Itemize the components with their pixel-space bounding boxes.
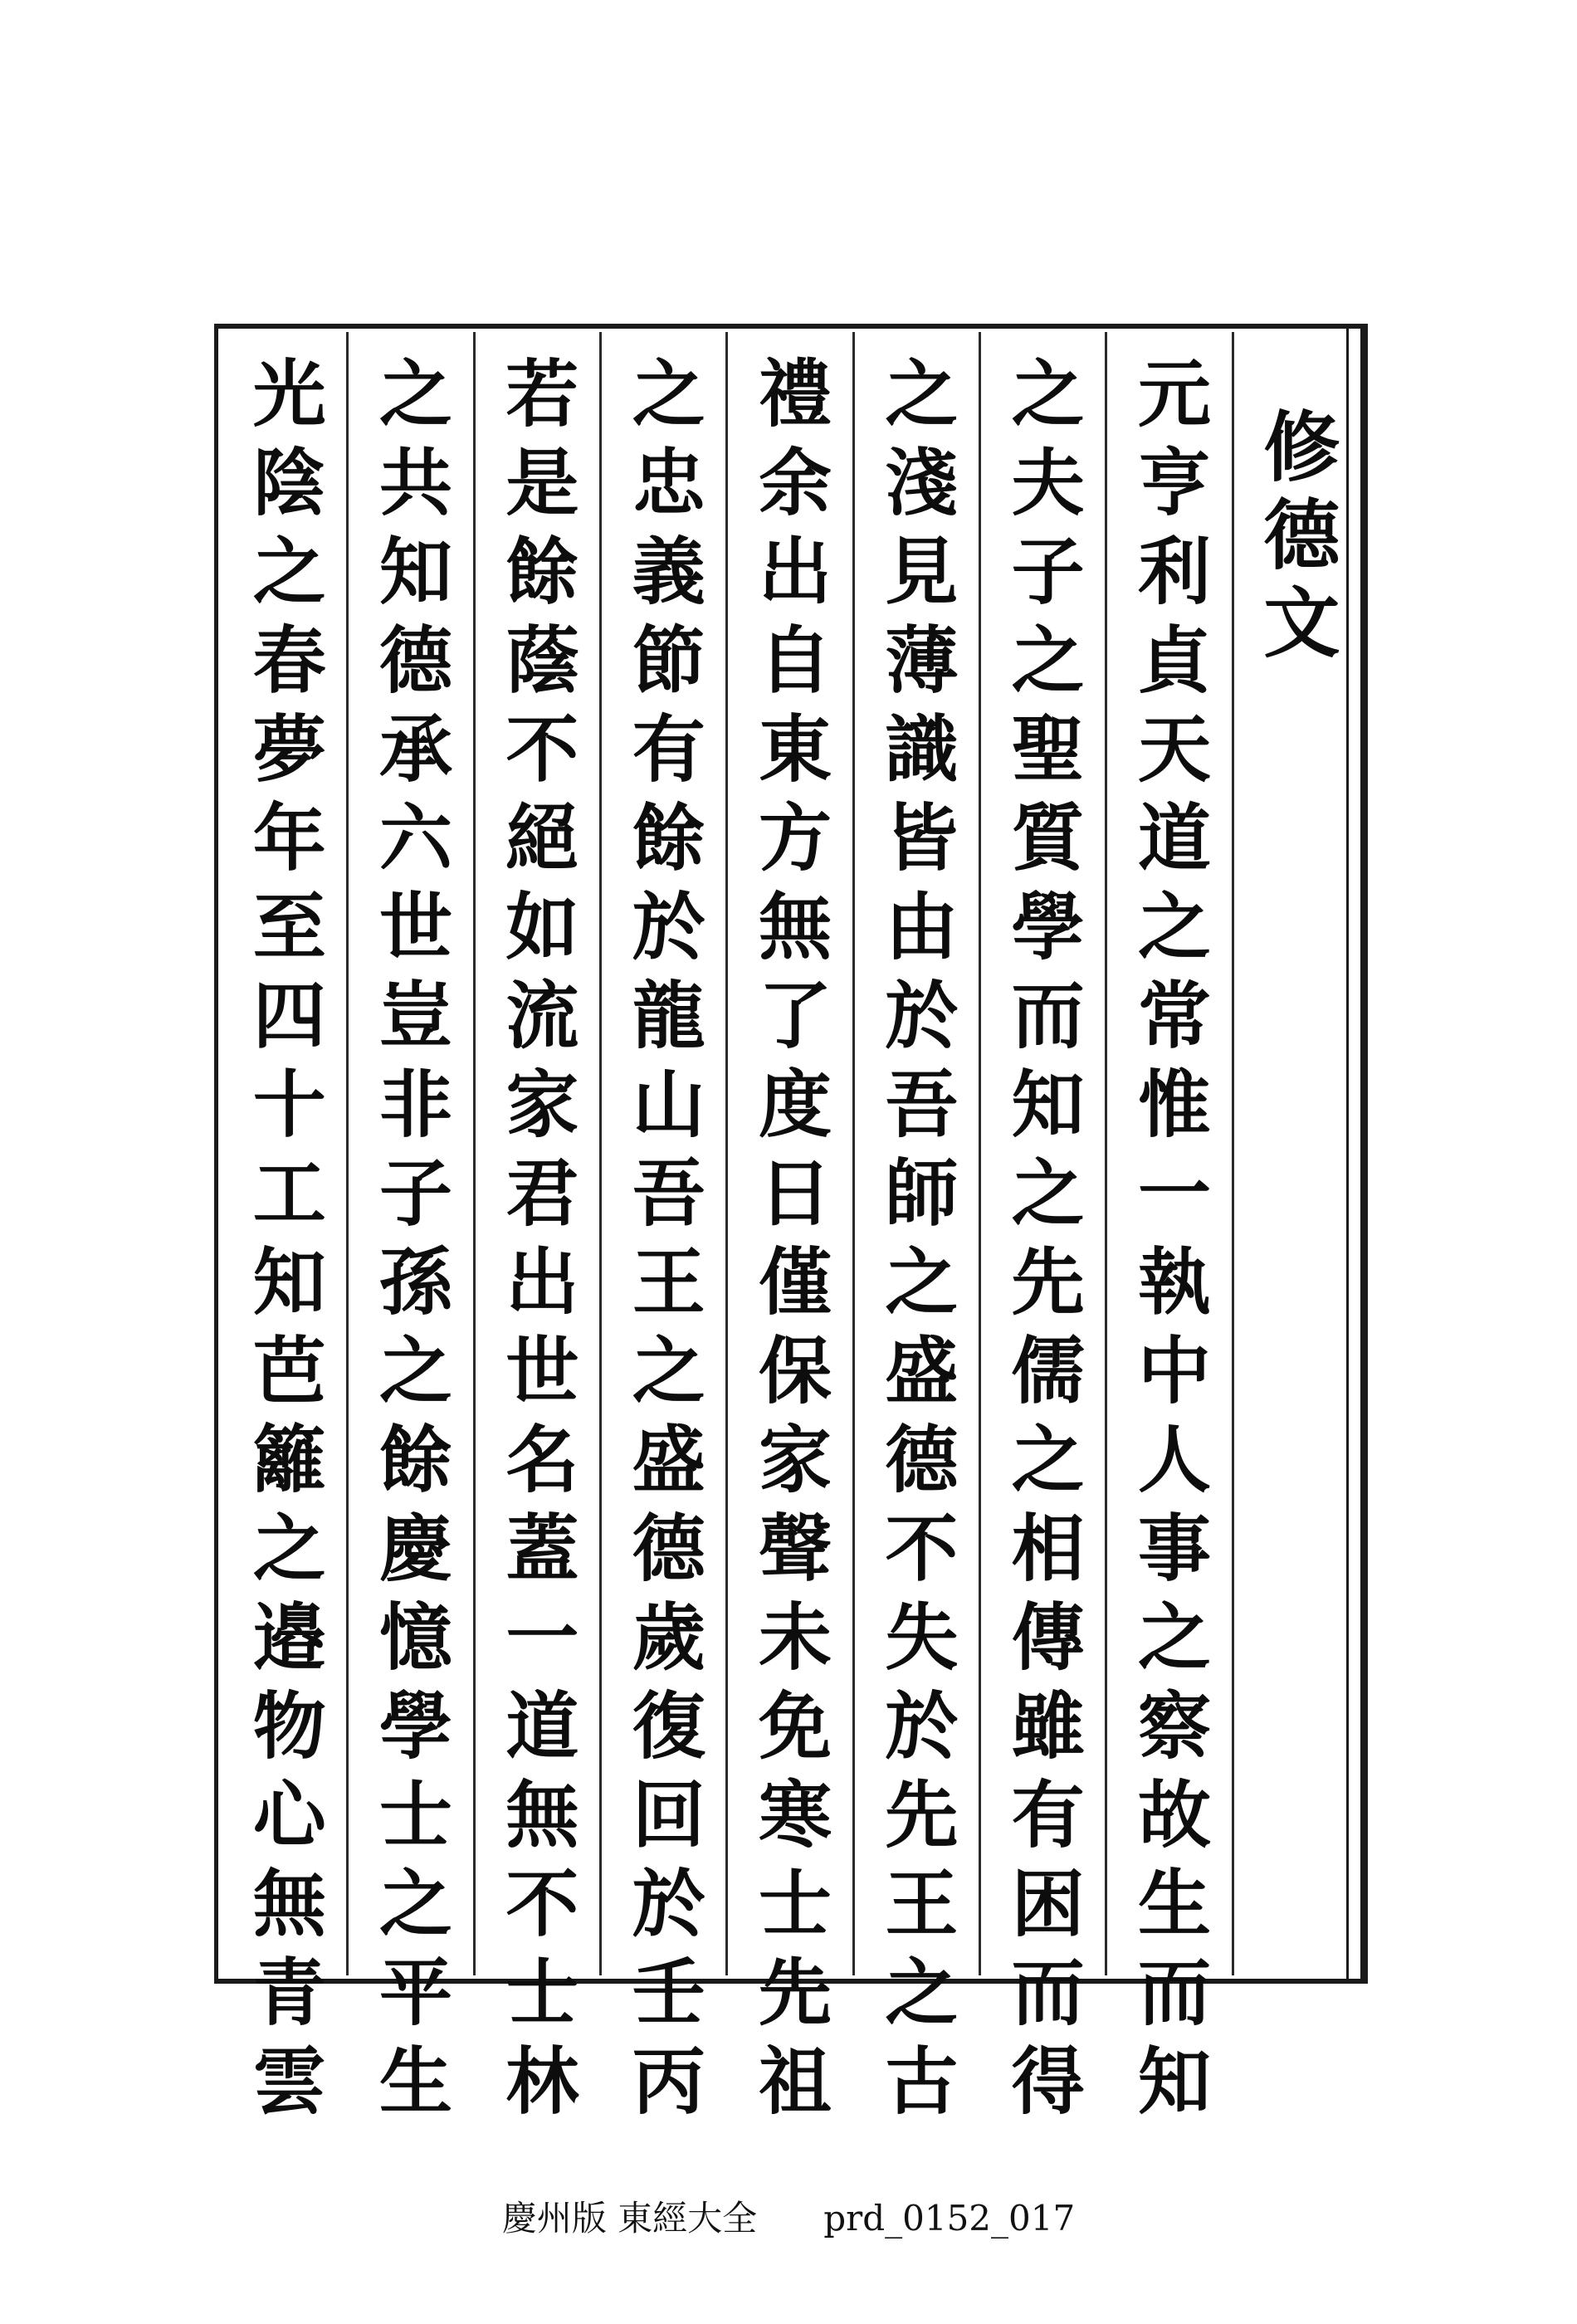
- text-column-5: [599, 332, 725, 2131]
- text-column-4: [725, 332, 852, 2131]
- document-title: 修德文: [1251, 407, 1341, 671]
- column-text: 若是餘蔭不絕如流家君出世名蓋一道無不士林: [494, 355, 581, 2131]
- text-columns: [222, 332, 1358, 2131]
- column-text: 之共知德承六世豈非子孫之餘慶憶學士之平生: [368, 355, 455, 2131]
- column-text: 之忠義節有餘於龍山吾王之盛德歲復回於壬丙: [620, 355, 707, 2131]
- page-footer: [0, 2191, 1577, 2241]
- text-column-8: [222, 332, 346, 2131]
- column-text: 元亨利貞天道之常惟一執中人事之察故生而知: [1126, 355, 1213, 2131]
- column-text: 禮余出自東方無了度日僅保家聲未免寒士先祖: [747, 355, 834, 2131]
- text-column-6: [473, 332, 599, 2131]
- text-column-1: [1105, 332, 1231, 2131]
- footer-spacer: [757, 2198, 823, 2239]
- edition-label: 慶州版 東經大全: [501, 2198, 758, 2239]
- column-text: 光陰之春夢年至四十工知芭籬之邉物心無青雲: [241, 355, 328, 2131]
- column-text: 之夫子之聖質學而知之先儒之相傳雖有困而得: [999, 355, 1086, 2131]
- text-column-2: [979, 332, 1105, 2131]
- column-text: 之淺見薄識皆由於吾師之盛德不失於先王之古: [873, 355, 960, 2131]
- title-column: [1232, 332, 1358, 1975]
- text-column-7: [346, 332, 472, 2131]
- page-id: prd_0152_017: [823, 2198, 1076, 2239]
- text-column-3: [852, 332, 979, 2131]
